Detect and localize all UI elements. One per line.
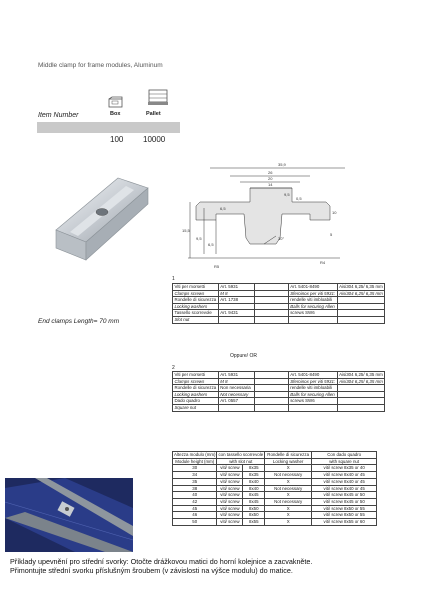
- sizes-cell: Not necessary: [265, 485, 312, 492]
- footer-line-2: Přimontujte střední svorku příslušným šroubem (v závislosti na výšce modulu) do matice.: [10, 566, 293, 575]
- spec-cell: [218, 316, 254, 323]
- dim-label: 26: [268, 170, 273, 175]
- dim-label: 10: [332, 210, 337, 215]
- spec-cell: [337, 303, 385, 310]
- cross-section-drawing: [180, 158, 370, 270]
- dim-label: 0,5: [296, 196, 302, 201]
- spec-cell: [337, 310, 385, 317]
- sizes-cell: viti/ screw 8x35 or 40: [312, 465, 377, 472]
- spec-cell: [254, 310, 288, 317]
- sizes-cell: 45: [173, 505, 217, 512]
- sizes-row: [173, 492, 377, 499]
- option-1-number: 1: [172, 276, 175, 282]
- spec-cell: [337, 404, 385, 411]
- sizes-cell: viti/ screw: [217, 505, 243, 512]
- box-label: Box: [110, 111, 121, 117]
- sizes-cell: 8x45: [243, 498, 265, 505]
- item-number-bar: [37, 122, 180, 133]
- sizes-row: [173, 519, 377, 526]
- pallet-label: Pallet: [146, 111, 161, 117]
- sizes-cell: 35: [173, 478, 217, 485]
- spec-cell: Rondelle di sicurezza: [174, 385, 217, 391]
- sizes-cell: 8x40: [243, 478, 265, 485]
- spec-cell: Tassello scorrevole: [173, 310, 219, 317]
- dim-label: 14: [268, 182, 273, 187]
- spec-cell: M 8: [218, 290, 254, 297]
- spec-cell: rendelle viti imbloabili: [288, 385, 337, 392]
- sizes-cell: viti/ screw 8x45 or 50: [312, 492, 377, 499]
- spec-cell: Aisi304 6,25/ 6,35 mm: [339, 378, 383, 384]
- spec-cell: [254, 385, 288, 392]
- item-number-label: Item Number: [38, 112, 79, 119]
- sizes-cell: 8x50: [243, 505, 265, 512]
- spec-cell: Art. 5931: [218, 372, 254, 379]
- spec-cell: Viti per morsetti: [173, 284, 219, 291]
- sizes-cell: 40: [173, 492, 217, 499]
- sizes-row: [173, 465, 377, 472]
- dim-label: 6,5: [220, 206, 226, 211]
- spec-cell: rendelle viti imbloabili: [288, 297, 337, 304]
- spec-cell: [254, 303, 288, 310]
- spec-cell: [218, 404, 254, 411]
- spec-cell: [254, 398, 288, 405]
- sizes-header-cell: Rondelle di sicurezza: [265, 452, 312, 459]
- sizes-cell: viti/ screw: [217, 512, 243, 519]
- end-clamps-length: End clamps Length= 70 mm: [38, 318, 120, 325]
- sizes-header-cell: with square nut: [312, 458, 377, 465]
- sizes-cell: 30: [173, 465, 217, 472]
- spec-cell: [288, 316, 337, 323]
- sizes-cell: Not necessary: [265, 472, 312, 479]
- spec-cell: [254, 316, 288, 323]
- dim-label: 9,5: [284, 192, 290, 197]
- spec-cell: Locking washers: [173, 391, 219, 398]
- spec-cell: Art. 0557: [218, 398, 254, 405]
- spec-row: [173, 385, 385, 392]
- spec-row: [173, 378, 385, 385]
- spec-cell: Not necessary: [218, 391, 254, 398]
- sizes-cell: 8x50: [243, 512, 265, 519]
- sizes-row: [173, 485, 377, 492]
- sizes-cell: viti/ screw 8x50 or 55: [312, 512, 377, 519]
- sizes-cell: viti/ screw: [217, 478, 243, 485]
- sizes-cell: viti/ screw: [217, 519, 243, 526]
- sizes-cell: viti/ screw: [217, 472, 243, 479]
- sizes-row: [173, 478, 377, 485]
- dim-label: 20: [268, 176, 273, 181]
- sizes-row: [173, 472, 377, 479]
- spec-cell: Balls for securing Allen: [288, 391, 337, 398]
- spec-cell: [337, 297, 385, 304]
- sizes-cell: X: [265, 492, 312, 499]
- spec-row: [173, 290, 385, 297]
- spec-cell: Balls for securing Allen: [288, 303, 337, 310]
- sizes-cell: viti/ screw 8x50 or 55: [312, 505, 377, 512]
- sizes-cell: 34: [173, 472, 217, 479]
- sizes-header-cell: Module height (mm): [173, 458, 217, 465]
- sizes-header-cell: Locking washer: [265, 458, 312, 465]
- sizes-cell: 46: [173, 512, 217, 519]
- box-icon: [108, 96, 124, 108]
- sizes-cell: X: [265, 465, 312, 472]
- dim-label: 6,5: [208, 242, 214, 247]
- spec-cell: Sferoinox per viti 5931:: [290, 378, 336, 384]
- spec-cell: Art. 1738: [218, 297, 254, 304]
- spec-cell: [218, 303, 254, 310]
- spec-cell: Square nut: [173, 404, 219, 411]
- spec-cell: [254, 290, 288, 297]
- spec-cell: Aisi304 6,25/ 6,35 mm: [339, 284, 383, 289]
- sizes-row: [173, 498, 377, 505]
- sizes-cell: viti/ screw 8x45 or 50: [312, 498, 377, 505]
- spec-cell: Aisi304 6,25/ 6,35 mm: [339, 290, 383, 296]
- option-1-table: [172, 283, 385, 324]
- spec-cell: [254, 404, 288, 411]
- dim-label: 5: [330, 232, 333, 237]
- spec-cell: Clamps screws: [173, 290, 219, 297]
- spec-cell: [254, 297, 288, 304]
- spec-cell: M 8: [218, 378, 254, 385]
- spec-cell: Art. 5401-8490: [288, 284, 337, 291]
- spec-row: [173, 391, 385, 398]
- sizes-cell: X: [265, 505, 312, 512]
- spec-row: [173, 398, 385, 405]
- sizes-cell: viti/ screw: [217, 492, 243, 499]
- dim-label: R5: [214, 264, 220, 269]
- sizes-cell: Not necessary: [265, 498, 312, 505]
- sizes-header-cell: Altezza modulo (mm): [174, 452, 216, 457]
- spec-cell: [254, 391, 288, 398]
- dim-label: R4: [320, 260, 326, 265]
- spec-cell: Dado quadro: [173, 398, 219, 405]
- spec-cell: [254, 372, 288, 379]
- sizes-cell: viti/ screw: [217, 498, 243, 505]
- sizes-cell: 8x35: [243, 472, 265, 479]
- spec-row: [173, 404, 385, 411]
- spec-cell: [337, 391, 385, 398]
- dim-label: 9,5: [196, 236, 202, 241]
- pallet-value: 10000: [143, 135, 166, 144]
- sizes-cell: 8x55: [243, 519, 265, 526]
- spec-row: [173, 316, 385, 323]
- spec-cell: Viti per morsetti: [173, 372, 219, 379]
- sizes-row: [173, 512, 377, 519]
- footer-line-1: Příklady upevnění pro střední svorky: Otočte drážkovou matici do horní kolejnice a zacvakněte.: [10, 557, 313, 566]
- oppure-label: Oppure/ OR: [230, 353, 257, 359]
- sizes-cell: X: [265, 519, 312, 526]
- spec-cell: Non necessaria: [218, 385, 254, 392]
- sizes-cell: viti/ screw 8x40 or 45: [312, 472, 377, 479]
- sizes-cell: viti/ screw: [217, 465, 243, 472]
- sizes-header-row: [173, 458, 377, 465]
- spec-cell: Clamps screws: [173, 378, 219, 385]
- spec-cell: [337, 385, 385, 392]
- spec-cell: Locking washers: [173, 303, 219, 310]
- spec-row: [173, 297, 385, 304]
- sizes-cell: X: [265, 478, 312, 485]
- spec-cell: [288, 404, 337, 411]
- spec-row: [173, 372, 385, 379]
- installation-photo: [5, 478, 133, 552]
- sizes-cell: X: [265, 512, 312, 519]
- product-title: Middle clamp for frame modules, Aluminum: [38, 62, 163, 69]
- sizes-row: [173, 505, 377, 512]
- spec-cell: Slot nut: [173, 316, 219, 323]
- sizes-cell: 42: [173, 498, 217, 505]
- sizes-cell: viti/ screw: [217, 485, 243, 492]
- pallet-icon: [147, 88, 169, 108]
- spec-cell: Art. 9431: [218, 310, 254, 317]
- option-2-number: 2: [172, 365, 175, 371]
- dim-label: 30°: [278, 236, 285, 241]
- spec-cell: Rondelle di sicurezza: [174, 297, 217, 303]
- spec-row: [173, 310, 385, 317]
- clamp-product-image: [48, 170, 168, 268]
- spec-cell: Art. 5931: [218, 284, 254, 291]
- module-height-table: [172, 451, 377, 526]
- sizes-cell: 8x40: [243, 485, 265, 492]
- dim-label: 35,9: [278, 162, 286, 167]
- spec-cell: Aisi304 6,25/ 6,35 mm: [339, 372, 383, 377]
- option-2-table: [172, 371, 385, 412]
- spec-cell: [337, 398, 385, 405]
- sizes-header-row: [173, 452, 377, 459]
- sizes-cell: 38: [173, 485, 217, 492]
- spec-cell: [254, 284, 288, 291]
- spec-row: [173, 284, 385, 291]
- sizes-cell: 8x35: [243, 465, 265, 472]
- sizes-header-cell: with slot nut: [217, 458, 265, 465]
- box-value: 100: [110, 135, 124, 144]
- sizes-cell: viti/ screw 8x40 or 45: [312, 478, 377, 485]
- sizes-cell: viti/ screw 8x40 or 45: [312, 485, 377, 492]
- spec-cell: screws SW6: [288, 398, 337, 405]
- spec-cell: Sferoinox per viti 5931:: [290, 290, 336, 296]
- dim-label: 15,5: [182, 228, 190, 233]
- sizes-header-cell: con tassello scorrevole: [218, 452, 264, 457]
- spec-cell: screws SW6: [288, 310, 337, 317]
- sizes-cell: 8x45: [243, 492, 265, 499]
- spec-cell: [254, 378, 288, 385]
- spec-cell: Art. 5401-8490: [288, 372, 337, 379]
- sizes-header-cell: Con dado quadro: [312, 452, 377, 459]
- sizes-cell: viti/ screw 8x55 or 60: [312, 519, 377, 526]
- spec-cell: [337, 316, 385, 323]
- sizes-cell: 50: [173, 519, 217, 526]
- spec-row: [173, 303, 385, 310]
